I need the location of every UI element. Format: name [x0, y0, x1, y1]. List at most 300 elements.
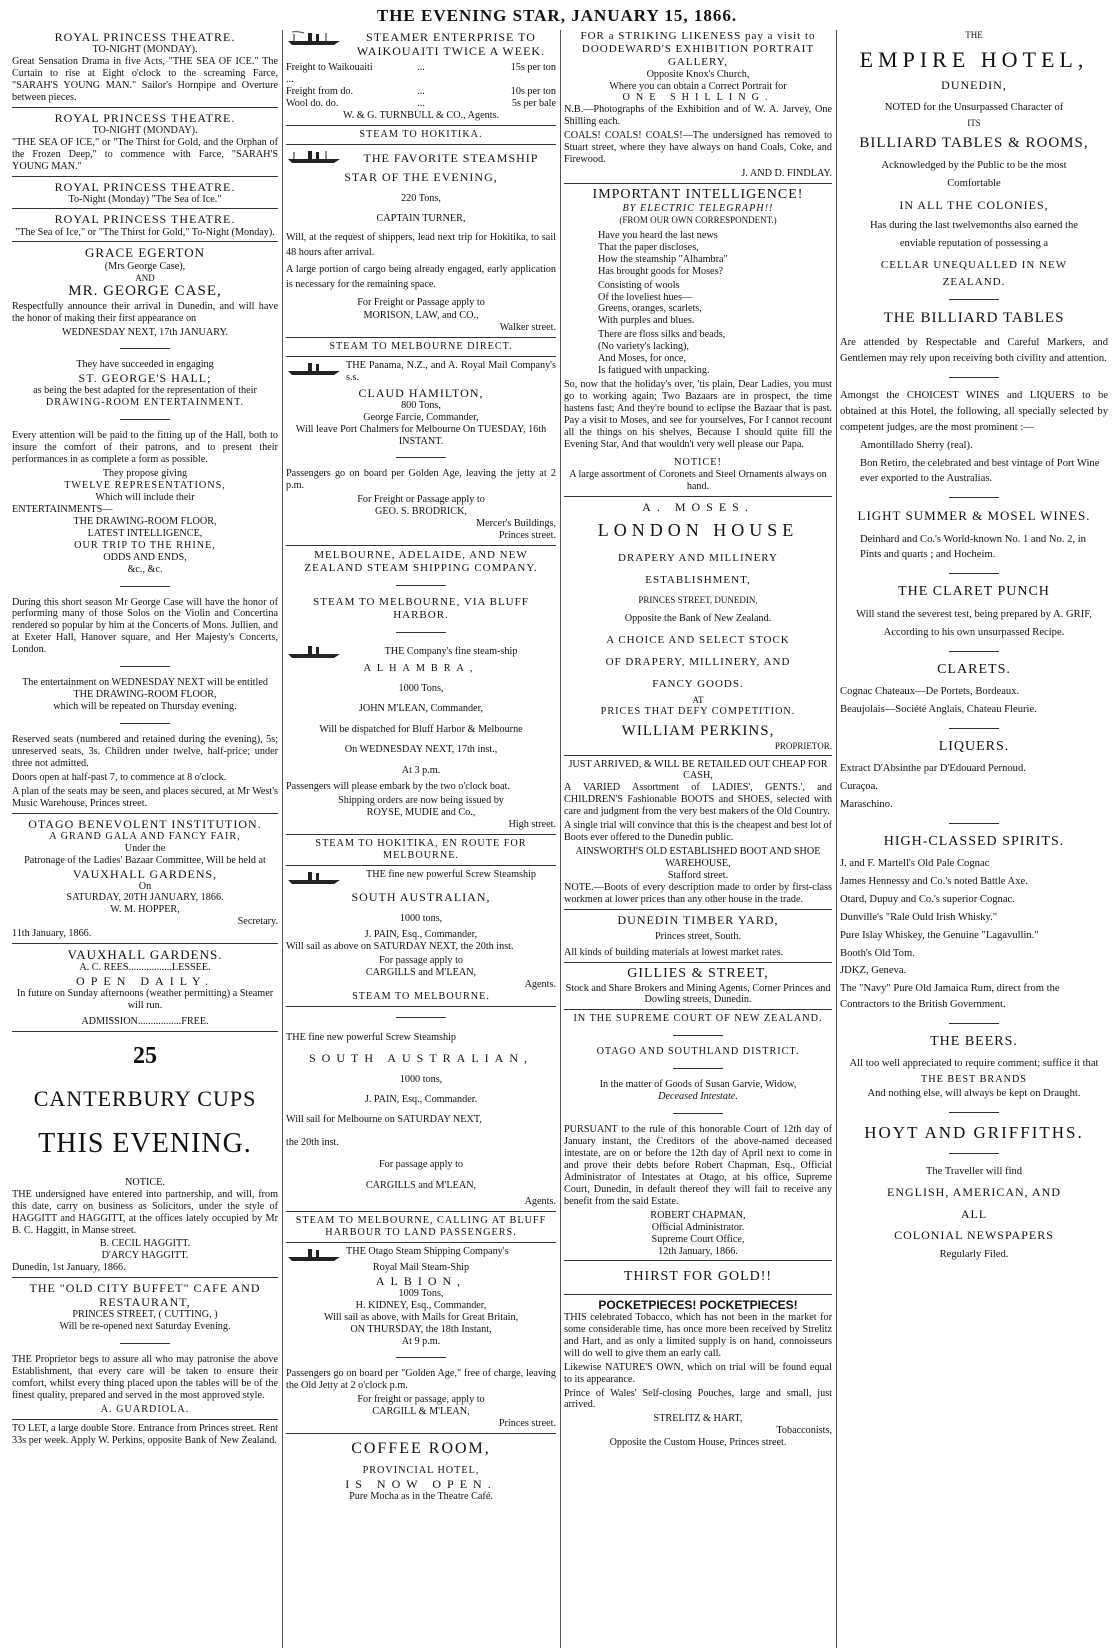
propose-text: They propose giving	[102, 468, 188, 480]
poem-stanza-3: There are floss silks and beads, (No variety's lacking), And Moses, for once, Is fatigued with unpacking.	[598, 329, 726, 377]
patronage-text: Patronage of the Ladies' Bazaar Committee, Will be held at	[24, 854, 266, 866]
divider	[949, 377, 999, 378]
best-brands: THE BEST BRANDS	[921, 1074, 1027, 1086]
column-4	[840, 30, 1108, 1648]
steamship-icon	[286, 643, 342, 659]
sunday-steamer: In future on Sunday afternoons (weather permitting) a Steamer will run.	[16, 988, 274, 1012]
divider	[12, 176, 278, 177]
steam-to-hokitika: STEAM TO HOKITIKA.	[359, 128, 483, 140]
noted-text: NOTED for the Unsurpassed Character of	[884, 102, 1064, 114]
beaujolais: Beaujolais—Société Anglais, Chateau Fleurie.	[840, 703, 1037, 715]
divider	[12, 943, 278, 944]
spirit-item: Pure Islay Whiskey, the Genuine "Lagavullin."	[840, 929, 1039, 941]
haggitt-notice: THE undersigned have entered into partnership, and will, from this date, carry on business as Solicitors, under the style of HAGGITT and HAGGITT, at the offices lately occupied by Mr B. C. Haggitt, in Manse street.	[12, 1188, 278, 1236]
strelitz-hart: STRELITZ & HART,	[653, 1413, 743, 1425]
enviable-text: enviable reputation of possessing a	[899, 237, 1049, 249]
albion-name: ALBION,	[375, 1273, 467, 1288]
divider	[286, 144, 556, 145]
traveller-text: The Traveller will find	[925, 1166, 1023, 1178]
robert-chapman: ROBERT CHAPMAN,	[650, 1209, 746, 1221]
buffet-title: THE "OLD CITY BUFFET" CAFE AND RESTAURANT,	[29, 1281, 261, 1310]
divider	[396, 632, 446, 633]
gala-title: A GRAND GALA AND FANCY FAIR,	[49, 830, 241, 842]
colonial-newspapers: COLONIAL NEWSPAPERS	[894, 1228, 1054, 1243]
guardiola-name: A. GUARDIOLA.	[100, 1403, 190, 1415]
nothing-else: And nothing else, will always be kept on Draught.	[867, 1088, 1081, 1100]
golden-age-text: Passengers go on board per Golden Age, leaving the jetty at 2 p.m.	[286, 468, 556, 492]
royse-mudie: ROYSE, MUDIE and Co.,	[366, 806, 476, 818]
theatre-ad-1-body: Great Sensation Drama in five Acts, "THE SEA OF ICE." The Curtain to rise at Eight o'clock to the screaming Farce, "SARAH'S YOUNG MAN." Sailor's Hornpipe and Overture between pieces.	[12, 55, 278, 103]
freight-row-price: 10s per ton	[510, 85, 556, 97]
empire-hotel: EMPIRE HOTEL,	[859, 46, 1089, 72]
on-text: On	[138, 880, 152, 892]
steam-to-melbourne: STEAM TO MELBOURNE.	[352, 990, 490, 1002]
absinthe: Extract D'Absinthe par D'Edouard Pernoud.	[840, 763, 1026, 775]
single-trial: A single trial will convince that this is the cheapest and best lot of Boots ever offered to the Dunedin public.	[564, 820, 832, 844]
princes-south: Princes street, South.	[654, 930, 742, 942]
spirit-item: Booth's Old Tom.	[840, 947, 915, 959]
pursuant-text: PURSUANT to the rule of this honorable Court of 12th day of January instant, the Creditors of the above-named deceased intestate, are on or before the 12th day of April next to come in and prove their debts before Robert Chapman, Esq., Official Administrator of Intestates at Otago, at his office, Supreme Court, Dunedin, in default thereof they will fail to receive any benefit from the said Estate.	[564, 1124, 832, 1207]
apply-text: For Freight or Passage apply to	[357, 296, 485, 308]
divider	[564, 1009, 832, 1010]
vauxhall-title: VAUXHALL GARDENS.	[67, 947, 223, 963]
at-label: AT	[692, 695, 704, 706]
via-bluff: STEAM TO MELBOURNE, VIA BLUFF HARBOR.	[313, 595, 529, 621]
passage-apply: For passage apply to	[378, 954, 464, 966]
likeness-title: FOR a STRIKING LIKENESS pay a visit to DOODEWARD'S EXHIBITION PORTRAIT GALLERY,	[580, 30, 816, 68]
mlean-commander: JOHN M'LEAN, Commander,	[358, 703, 484, 715]
divider	[120, 419, 170, 420]
divider	[564, 183, 832, 184]
where-text: Where you can obtain a Correct Portrait for	[609, 80, 787, 92]
freight-table	[286, 62, 556, 110]
captain-turner: CAPTAIN TURNER,	[376, 213, 466, 225]
divider	[949, 1112, 999, 1113]
morison-law: MORISON, LAW, and CO.,	[363, 310, 479, 322]
coronets-text: A large assortment of Coronets and Steel Ornaments always on hand.	[569, 468, 827, 492]
buffet-address: PRINCES STREET, ( CUTTING, )	[72, 1309, 218, 1321]
divider	[120, 586, 170, 587]
divider	[564, 962, 832, 963]
just-arrived: JUST ARRIVED, & WILL BE RETAILED OUT CHEAP FOR CASH,	[568, 758, 828, 782]
cecil-haggitt: B. CECIL HAGGITT.	[99, 1238, 191, 1250]
calling-bluff: STEAM TO MELBOURNE, CALLING AT BLUFF HARBOUR TO LAND PASSENGERS.	[295, 1214, 547, 1238]
knox-church: Opposite Knox's Church,	[646, 68, 750, 80]
court-office: Supreme Court Office,	[651, 1233, 745, 1245]
princes-street-2: Princes street.	[498, 1418, 556, 1430]
tons-2: 1000 tons,	[399, 1073, 443, 1085]
screw-steamship: THE fine new powerful Screw Steamship	[365, 868, 537, 880]
acknowledged-text: Acknowledged by the Public to be the most	[881, 160, 1067, 172]
ainsworth-warehouse: AINSWORTH'S OLD ESTABLISHED BOOT AND SHOE WAREHOUSE,	[575, 846, 821, 870]
tons-1009: 1009 Tons,	[398, 1287, 444, 1299]
drawing-room-floor: THE DRAWING-ROOM FLOOR,	[73, 689, 217, 701]
admission-free: ADMISSION.................FREE.	[81, 1016, 209, 1028]
divider	[396, 585, 446, 586]
divider	[120, 666, 170, 667]
cargills-mlean: CARGILLS and M'LEAN,	[365, 966, 477, 978]
comfortable-text: Comfortable	[947, 178, 1001, 190]
london-house: LONDON HOUSE	[597, 519, 799, 540]
divider	[673, 1035, 723, 1036]
divider	[949, 1023, 999, 1024]
royal-mail: Royal Mail Steam-Ship	[372, 1261, 470, 1273]
its-label: ITS	[967, 118, 981, 129]
entertainments-label: ENTERTAINMENTS—	[12, 503, 113, 515]
alhambra-name: ALHAMBRA,	[363, 662, 479, 674]
divider	[396, 1357, 446, 1358]
panama-text: THE Panama, N.Z., and A. Royal Mail Company's s.s.	[346, 359, 556, 383]
divider	[286, 125, 556, 126]
the-label: THE	[965, 30, 983, 40]
thirst-for-gold: THIRST FOR GOLD!!	[623, 1269, 773, 1285]
spirit-item: The "Navy" Pure Old Jamaica Rum, direct from the Contractors to the British Government.	[840, 983, 1060, 1011]
column-2	[286, 30, 556, 1648]
freight-row-label: Wool do. do.	[286, 97, 339, 109]
beers-title: THE BEERS.	[930, 1034, 1018, 1050]
provincial-hotel: PROVINCIAL HOTEL,	[362, 1464, 480, 1476]
attended-text: Are attended by Respectable and Careful Markers, and Gentlemen may rely upon receiving both civility and attention.	[840, 337, 1108, 365]
poem-stanza-2: Consisting of wools Of the loveliest hues— Greens, oranges, scarlets, With purples and blues.	[598, 279, 702, 327]
recipe-text: According to his own unsurpassed Recipe.	[883, 626, 1065, 638]
at-9pm: At 9 p.m.	[401, 1335, 441, 1347]
liquers-title: LIQUERS.	[938, 738, 1010, 754]
cargills-mlean-2: CARGILLS and M'LEAN,	[365, 1179, 477, 1191]
divider	[286, 1433, 556, 1434]
george-case-body: Respectfully announce their arrival in Dunedin, and will have the honor of making their first appearance on	[12, 300, 278, 324]
boots-note: NOTE.—Boots of every description made to order by first-class workmen at lower prices than any other house in the trade.	[564, 881, 832, 905]
walker-street: Walker street.	[499, 321, 556, 333]
claud-hamilton: CLAUD HAMILTON,	[358, 385, 484, 400]
william-perkins: WILLIAM PERKINS,	[621, 723, 775, 740]
divider	[564, 496, 832, 497]
steamship-icon	[286, 148, 342, 164]
regularly-filed: Regularly Filed.	[939, 1248, 1009, 1260]
entertainment-item: LATEST INTELLIGENCE,	[87, 527, 203, 539]
entertainment-item: THE DRAWING-ROOM FLOOR,	[73, 515, 217, 527]
one-shilling: ONE SHILLING.	[622, 92, 774, 104]
prices-competition: PRICES THAT DEFY COMPETITION.	[600, 705, 796, 717]
drapery-title: DRAPERY AND MILLINERY	[618, 551, 778, 564]
billiard-tables-title: THE BILLIARD TABLES	[883, 309, 1065, 326]
twelve-representations: TWELVE REPRESENTATIONS,	[64, 480, 226, 492]
natures-own: Likewise NATURE'S OWN, which on trial will be found equal to its appearance.	[564, 1361, 832, 1385]
column-divider	[282, 30, 283, 1648]
screw-steamship-2: THE fine new powerful Screw Steamship	[286, 1031, 457, 1043]
all-the-colonies: IN ALL THE COLONIES,	[899, 198, 1049, 213]
thursday-18: ON THURSDAY, the 18th Instant,	[350, 1323, 492, 1335]
supreme-court: IN THE SUPREME COURT OF NEW ZEALAND.	[573, 1013, 823, 1025]
pain-commander: J. PAIN, Esq., Commander,	[364, 929, 478, 941]
succeeded-text: They have succeeded in engaging	[76, 359, 214, 371]
divider	[564, 1294, 832, 1295]
clarets-title: CLARETS.	[937, 661, 1011, 677]
otago-company: THE Otago Steam Shipping Company's	[346, 1245, 509, 1257]
steamship-icon	[286, 1246, 342, 1262]
curacoa: Curaçoa.	[840, 780, 878, 792]
electric-telegraph: BY ELECTRIC TELEGRAPH!!	[622, 203, 774, 215]
divider	[673, 1068, 723, 1069]
theatre-ad-2-body: "THE SEA OF ICE," or "The Thirst for Gold, and the Orphan of the Frozen Deep," to commence with Farce, "SARAH'S YOUNG MAN."	[12, 136, 278, 172]
canterbury-cups: CANTERBURY CUPS	[33, 1086, 257, 1112]
turnbull-agents: W. & G. TURNBULL & CO., Agents.	[342, 109, 500, 121]
divider	[564, 755, 832, 756]
theatre-ad-4-body: "The Sea of Ice," or "The Thirst for Gold," To-Night (Monday).	[15, 226, 275, 238]
tobacconists-label: Tobacconists,	[776, 1425, 832, 1437]
gala-notice-date: 11th January, 1866.	[12, 928, 92, 940]
will-sail-text: Will, at the request of shippers, lead next trip for Hokitika, to sail 48 hours after arrival.	[286, 231, 556, 258]
star-of-the-evening: STAR OF THE EVENING,	[344, 169, 498, 184]
at-3pm: At 3 p.m.	[401, 764, 441, 776]
court-date: 12th January, 1866.	[658, 1245, 738, 1257]
spirit-item: James Hennessy and Co.'s noted Battle Axe.	[840, 875, 1028, 887]
divider	[286, 834, 556, 835]
rees-lessee: A. C. REES.................LESSEE.	[79, 962, 211, 974]
repeat-text: which will be repeated on Thursday evening.	[53, 701, 237, 713]
entertainment-item: OUR TRIP TO THE RHINE,	[74, 539, 216, 551]
proprietor-label: PROPRIETOR.	[774, 741, 832, 752]
deceased-intestate: Deceased Intestate.	[658, 1091, 738, 1103]
freight-row-label: Freight to Waikouaiti ...	[286, 62, 373, 85]
grace-egerton-title: GRACE EGERTON	[85, 245, 205, 261]
stafford-street: Stafford street.	[667, 869, 729, 881]
shipping-orders: Shipping orders are now being issued by	[338, 794, 504, 806]
all-label: ALL	[960, 1206, 988, 1221]
column-divider	[836, 30, 837, 1648]
claret-punch: THE CLARET PUNCH	[898, 584, 1050, 600]
divider	[120, 348, 170, 349]
kidney-commander: H. KIDNEY, Esq., Commander,	[355, 1299, 487, 1311]
appreciated-text: All too well appreciated to require comment; suffice it that	[849, 1058, 1099, 1070]
big-number: 25	[133, 1043, 157, 1070]
south-australian: SOUTH AUSTRALIAN,	[351, 889, 491, 904]
brodrick-name: GEO. S. BRODRICK,	[375, 506, 467, 518]
poem-stanza-1: Have you heard the last news That the paper discloses, How the steamship "Alhambra" Has brought goods for Moses?	[598, 229, 728, 277]
divider	[286, 1211, 556, 1212]
coffee-room: COFFEE ROOM,	[351, 1440, 491, 1458]
correspondent: (FROM OUR OWN CORRESPONDENT.)	[619, 215, 777, 226]
haggitt-date: Dunedin, 1st January, 1866.	[12, 1262, 126, 1274]
pain-commander-2: J. PAIN, Esq., Commander.	[364, 1093, 478, 1105]
divider	[286, 1006, 556, 1007]
moses-name: A. MOSES.	[642, 499, 754, 514]
freight-apply: For freight or passage, apply to	[357, 1394, 485, 1406]
custom-house: Opposite the Custom House, Princes street.	[609, 1437, 787, 1449]
mails-britain: Will sail as above, with Mails for Great Britain,	[323, 1311, 519, 1323]
steamship-icon	[286, 360, 342, 376]
freight-row-price: 15s per ton	[510, 62, 556, 74]
deinhard-text: Deinhard and Co.'s World-known No. 1 and No. 2, in Pints and quarts ; and Hocheim.	[860, 533, 1086, 561]
agents-label: Agents.	[524, 978, 556, 990]
theatre-ad-1-title: ROYAL PRINCESS THEATRE.	[54, 30, 236, 44]
new-zealand: ZEALAND.	[942, 275, 1006, 288]
entertainment-item: &c., &c.	[127, 563, 163, 575]
company-steamship: THE Company's fine steam-ship	[384, 645, 518, 657]
building-materials: All kinds of building materials at lowest market rates.	[564, 947, 784, 959]
hokitika-melbourne: STEAM TO HOKITIKA, EN ROUTE FOR MELBOURNE.	[315, 837, 527, 861]
grace-egerton-sub: (Mrs George Case),	[104, 260, 186, 272]
choicest-wines: Amongst the CHOICEST WINES and LIQUERS to be obtained at this Hotel, the following, all specially selected by competent judges, are the most prominent :—	[840, 390, 1108, 433]
gillies-street: GILLIES & STREET,	[627, 966, 769, 982]
high-classed-spirits: HIGH-CLASSED SPIRITS.	[883, 833, 1065, 849]
garvie-matter: In the matter of Goods of Susan Garvie, Widow,	[599, 1079, 797, 1091]
poem-prose: So, now that the holiday's over, 'tis plain, Dear Ladies, you must go to working again; Two Bazaars are in prospect, the time hastens fast; And they're bound to eclipse the Bazaar that is past. Pay a visit to Moses, and see for yourselves, For I cannot recount all the things on his shelves, Because I should quite fill the Evening Star, And that wouldn't very well please our Papa.	[564, 379, 832, 450]
theatre-ad-3-title: ROYAL PRINCESS THEATRE.	[54, 179, 236, 194]
pouches-text: Prince of Wales' Self-closing Pouches, large and small, just arrived.	[564, 1387, 832, 1411]
this-evening: THIS EVENING.	[38, 1128, 252, 1160]
amontillado: Amontillado Sherry (real).	[860, 439, 973, 451]
theatre-ad-4-title: ROYAL PRINCESS THEATRE.	[54, 212, 236, 227]
drapery-millinery: OF DRAPERY, MILLINERY, AND	[605, 656, 791, 669]
theatre-ad-1-sub: TO-NIGHT (MONDAY).	[92, 44, 198, 56]
hoyt-griffiths: HOYT AND GRIFFITHS.	[864, 1123, 1084, 1143]
steamship-icon	[286, 30, 342, 46]
divider	[949, 1153, 999, 1154]
freight-row-dots: ...	[417, 62, 425, 74]
timber-yard: DUNEDIN TIMBER YARD,	[617, 912, 779, 927]
divider	[396, 457, 446, 458]
official-administrator: Official Administrator.	[651, 1221, 745, 1233]
doors-text: Doors open at half-past 7, to commence at 8 o'clock.	[12, 771, 227, 783]
divider	[12, 208, 278, 209]
sail-melbourne: Will sail for Melbourne on SATURDAY NEXT,	[286, 1114, 482, 1126]
steamship-icon	[286, 869, 342, 885]
divider	[286, 337, 556, 338]
divider	[12, 813, 278, 814]
notice-label: NOTICE!	[674, 456, 722, 468]
tons-220: 220 Tons,	[401, 192, 441, 204]
secretary-label: Secretary.	[237, 916, 278, 928]
hotel-dunedin: DUNEDIN,	[941, 78, 1007, 93]
grace-and: AND	[135, 272, 155, 283]
cargo-text: A large portion of cargo being already engaged, early application is necessary for the remaining space.	[286, 264, 556, 291]
divider	[949, 573, 999, 574]
freight-row-dots: ...	[417, 85, 425, 97]
vauxhall-gardens: VAUXHALL GARDENS,	[72, 866, 218, 881]
divider	[949, 497, 999, 498]
tobacco-text: THIS celebrated Tobacco, which has not been in the market for some considerable time, has once more been received by Strelitz and Hart, and as only a limited supply is on hand, connoisseurs will do well to give them an early call.	[564, 1311, 832, 1359]
port-chalmers-text: Will leave Port Chalmers for Melbourne On TUESDAY, 16th INSTANT.	[295, 423, 547, 447]
english-american: ENGLISH, AMERICAN, AND	[886, 1184, 1061, 1199]
boots-shoes-text: A VARIED Assortment of LADIES', GENTS.', and CHILDREN'S Fashionable BOOTS and SHOES, selected with care and judgment from the very best makers of the Old Country.	[564, 782, 832, 818]
divider	[286, 865, 556, 866]
south-australian-2: SOUTH AUSTRALIAN,	[308, 1050, 533, 1065]
steam-melbourne-direct: STEAM TO MELBOURNE DIRECT.	[329, 340, 513, 352]
spirit-item: Dunville's "Rale Ould Irish Whisky."	[840, 911, 998, 923]
divider	[673, 1113, 723, 1114]
high-street: High street.	[508, 818, 556, 830]
tons-1000b: 1000 tons,	[399, 912, 443, 924]
gala-date: SATURDAY, 20TH JANUARY, 1866.	[66, 892, 224, 904]
divider	[286, 545, 556, 546]
pocketpieces-title: POCKETPIECES! POCKETPIECES!	[598, 1297, 798, 1312]
bon-retiro: Bon Retiro, the celebrated and best vintage of Port Wine ever exported to the Australias.	[860, 457, 1100, 485]
princes-street: Princes street.	[498, 530, 556, 542]
theatre-ad-2-sub: TO-NIGHT (MONDAY).	[92, 124, 198, 136]
include-text: Which will include their	[95, 491, 195, 503]
cargill-mlean: CARGILL & M'LEAN,	[372, 1406, 470, 1418]
divider	[120, 723, 170, 724]
divider	[949, 823, 999, 824]
inst-20: the 20th inst.	[286, 1136, 339, 1148]
divider	[286, 1242, 556, 1243]
column-1	[12, 30, 278, 1648]
spirit-item: JDKZ, Geneva.	[840, 965, 907, 977]
golden-age-2: Passengers go on board per "Golden Age," free of charge, leaving the Old Jetty at 2 o'clock p.m.	[286, 1368, 556, 1392]
divider	[564, 1260, 832, 1261]
findlay-name: J. AND D. FINDLAY.	[741, 168, 832, 180]
open-daily: OPEN DAILY.	[76, 974, 214, 989]
farcie-commander: George Farcie, Commander,	[363, 411, 479, 423]
entertainment-item: ODDS AND ENDS,	[103, 551, 187, 563]
divider	[120, 1343, 170, 1344]
divider	[12, 1419, 278, 1420]
st-georges-hall: ST. GEORGE'S HALL;	[78, 371, 212, 386]
coals-text: COALS! COALS! COALS!—The undersigned has removed to Stuart street, where they have always on hand Coals, Coke, and Firewood.	[564, 130, 832, 166]
spirit-item: Otard, Dupuy and Co.'s superior Cognac.	[840, 893, 1015, 905]
passengers-embark: Passengers will please embark by the two o'clock boat.	[286, 780, 510, 792]
drawing-room-entertainment: DRAWING-ROOM ENTERTAINMENT.	[45, 397, 245, 409]
apply-text-2: For Freight or Passage apply to	[357, 494, 485, 506]
maraschino: Maraschino.	[840, 798, 893, 810]
hall-sub: as being the best adapted for the representation of their	[33, 385, 257, 397]
plan-text: A plan of the seats may be seen, and places secured, at Mr West's Music Warehouse, Princes street.	[12, 785, 278, 809]
theatre-ad-3-body: To-Night (Monday) "The Sea of Ice."	[68, 193, 222, 205]
column-divider	[560, 30, 561, 1648]
opposite-bank: Opposite the Bank of New Zealand.	[624, 612, 772, 624]
to-let-text: TO LET, a large double Store. Entrance from Princes street. Rent 33s per week. Apply W. Perkins, opposite Bank of New Zealand.	[12, 1422, 278, 1446]
theatre-ad-2-title: ROYAL PRINCESS THEATRE.	[54, 110, 236, 125]
proprietor-text: THE Proprietor begs to assure all who may patronise the above Establishment, that every care will be taken to ensure their comfort, whilst every thing placed upon the tables will be of the finest quality, prepared and served in the most approved style.	[12, 1354, 278, 1402]
divider	[949, 651, 999, 652]
pure-mocha: Pure Mocha as in the Theatre Café.	[349, 1490, 493, 1502]
spirit-item: J. and F. Martell's Old Pale Cognac	[840, 858, 990, 870]
dispatched-text: Will be dispatched for Bluff Harbor & Melbourne	[319, 723, 523, 735]
freight-row-price: 5s per bale	[511, 97, 556, 109]
freight-row-label: Freight from do.	[286, 85, 354, 97]
divider	[286, 356, 556, 357]
under-text: Under the	[124, 842, 166, 854]
brokers-text: Stock and Share Brokers and Mining Agents, Corner Princes and Dowling streets, Dunedin.	[565, 982, 831, 1006]
freight-row-dots: ...	[417, 97, 425, 109]
tons-1000: 1000 Tons,	[398, 682, 444, 694]
season-text: During this short season Mr George Case will have the honor of performing many of those Solos on the Violin and Concertina rendered so popular by him at the Concerts of Mons. Jullien, and at Exeter Hall, Hanover square, and Her Majesty's Concerts, London.	[12, 596, 278, 656]
cellar-unequalled: CELLAR UNEQUALLED IN NEW	[880, 258, 1068, 271]
divider	[949, 728, 999, 729]
passage-apply-2: For passage apply to	[378, 1159, 464, 1171]
divider	[396, 1017, 446, 1018]
divider	[12, 1277, 278, 1278]
reopened-text: Will be re-opened next Saturday Evening.	[59, 1321, 231, 1333]
cognac-chateaux: Cognac Chateaux—De Portets, Bordeaux.	[840, 685, 1020, 697]
divider	[949, 299, 999, 300]
severest-test: Will stand the severest test, being prepared by A. GRIF,	[856, 608, 1092, 620]
fancy-goods: FANCY GOODS.	[652, 678, 744, 691]
billiard-tables-rooms: BILLIARD TABLES & ROOMS,	[859, 134, 1089, 151]
choice-stock: A CHOICE AND SELECT STOCK	[606, 634, 790, 647]
divider	[12, 107, 278, 108]
george-case-date: WEDNESDAY NEXT, 17th JANUARY.	[61, 326, 229, 338]
reserved-seats-text: Reserved seats (numbered and retained during the evening), 5s; unreserved seats, 3s. Children under twelve, half-price; under three not admitted.	[12, 734, 278, 769]
darcy-haggitt: D'ARCY HAGGITT.	[101, 1250, 189, 1262]
divider	[12, 1031, 278, 1032]
favorite-steamship: THE FAVORITE STEAMSHIP	[363, 150, 539, 165]
mercer-buildings: Mercer's Buildings,	[476, 518, 556, 530]
establishment: ESTABLISHMENT,	[645, 573, 751, 586]
agents-label-2: Agents.	[524, 1196, 556, 1208]
george-case-title: MR. GEORGE CASE,	[68, 283, 222, 300]
tons-800: 800 Tons,	[401, 399, 441, 411]
